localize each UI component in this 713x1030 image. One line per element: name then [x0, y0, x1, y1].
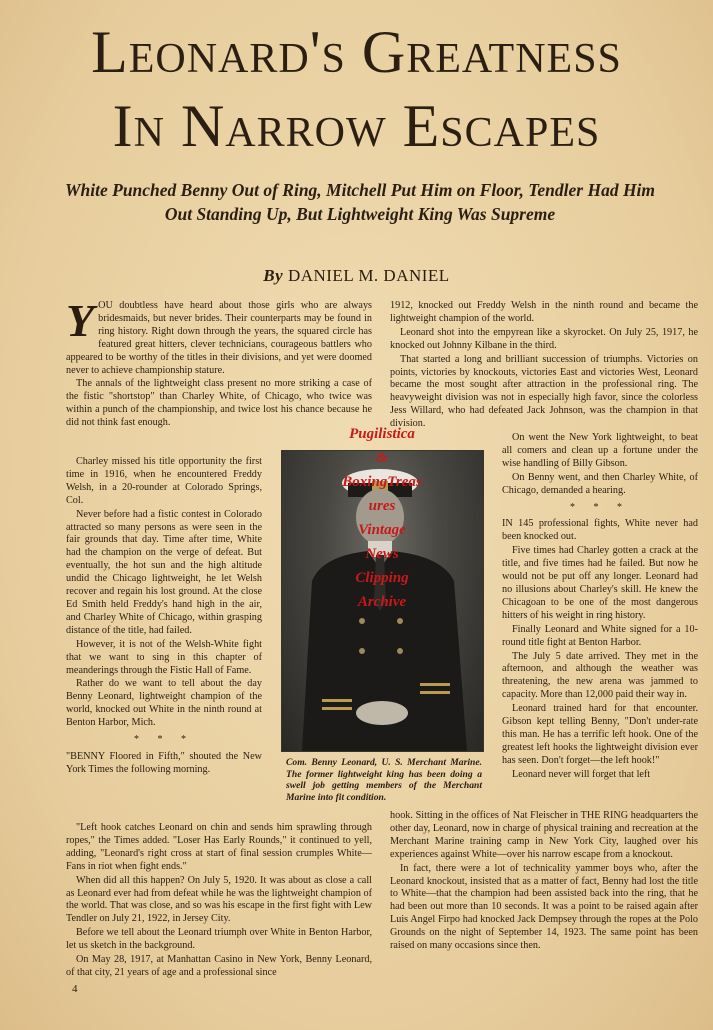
photo-caption: Com. Benny Leonard, U. S. Merchant Marine. The former lightweight king has been doing a swell job getting members of the Merchant Marine into fit condition. — [286, 757, 482, 803]
watermark-line: ures — [368, 498, 396, 514]
archive-watermark — [282, 422, 482, 614]
column-left-narrow — [66, 456, 262, 778]
watermark-line: Vintage — [358, 522, 406, 538]
opening-text: OU doubtless have heard about those girls who are always bridesmaids, but never brides. Their counterparts may be found in ring history. Right down through the years, the squared circle has featured great hitters, clever technicians, courageous battlers who appeared to be worthy of the titles in their divisions, and yet were doomed never to achieve championship stature. — [66, 300, 372, 376]
page-number: 4 — [72, 983, 78, 995]
paragraph: Leonard never will forget that left — [512, 768, 651, 780]
watermark-line: Clipping — [355, 570, 409, 586]
paragraph: When did all this happen? On July 5, 1920. It was about as close a call as Leonard ever had from defeat while he was the lightweight champion of the world. That was close, and so was his escape in the first fight with Lew Tendler on July 21, 1922, in Jersey City. — [66, 874, 372, 925]
column-left-bottom — [66, 822, 372, 981]
paragraph: Five times had Charley gotten a crack at the title, and five times had he failed. But now he would not be put off any longer. Leonard had no illusions about Charley's skill. He knew the Chicagoan to be one of the most dangerous hitters of his weight in ring history. — [502, 545, 698, 621]
paragraph: Leonard trained hard for that encounter. Gibson kept telling Benny, "Don't under-rate this man. He has a terrific left hook. One of the greatest left hooks the lightweight division ever has seen. Don't forget—the left hook!" — [502, 703, 698, 766]
watermark-line: BoxingTreas — [342, 474, 422, 490]
byline-author: DANIEL M. DANIEL — [287, 266, 450, 285]
column-right-bottom — [390, 810, 698, 954]
watermark-line: News — [365, 546, 399, 562]
paragraph: Leonard shot into the empyrean like a skyrocket. On July 25, 1917, he knocked out Johnny Kilbane in the third. — [390, 326, 698, 351]
byline-by: By — [263, 266, 284, 285]
watermark-line: Archive — [357, 594, 407, 610]
paragraph: However, it is not of the Welsh-White fight that we want to sing in this chapter of meanderings through the Fistic Hall of Fame. — [66, 638, 262, 676]
paragraph: The annals of the lightweight class present no more striking a case of the fistic "shortstop" than Charley White, of Chicago, who twice was within a punch of the championship, and twice lost his chance because he did not think fast enough. — [66, 378, 372, 429]
watermark-line: & — [376, 450, 388, 466]
quote-paragraph: "BENNY Floored in Fifth," shouted the New York Times the following morning. — [66, 750, 262, 775]
byline — [0, 266, 713, 286]
column-right-top — [390, 300, 698, 432]
paragraph: On Benny went, and then Charley White, of Chicago, demanded a hearing. — [502, 471, 698, 496]
watermark-line: Pugilistica — [349, 426, 415, 442]
paragraph: Charley missed his title opportunity the first time in 1916, when he encountered Freddy Welsh, in a 20-rounder at Colorado Springs, Col. — [66, 456, 262, 506]
paragraph: The July 5 date arrived. They met in the afternoon, and although the weather was threatening, the new arena was jammed to capacity. More than 12,000 paid their way in. — [502, 650, 698, 701]
column-right-narrow — [502, 432, 698, 783]
headline-line-2: In Narrow Escapes — [112, 93, 601, 159]
paragraph: Rather do we want to tell about the day Benny Leonard, lightweight champion of the world, knocked out White in the ninth round at Benton Harbor, Mich. — [66, 678, 262, 729]
paragraph: On May 28, 1917, at Manhattan Casino in New York, Benny Leonard, of that city, 21 years of age and a professional since — [66, 954, 372, 978]
section-break-stars: * * * — [570, 501, 630, 513]
paragraph: Never before had a fistic contest in Colorado attracted so many persons as were seen in the fair grounds that day. Time after time, White had the champion on the verge of defeat. But eventually, the hot sun and the high altitude undid the Chicago lightweight, he let Welsh recover and regain his lost ground. At the close Ed Smith held Freddy's hand high in the air, and Charley White of Chicago, within grasping distance of the title, had failed. — [66, 508, 262, 636]
paragraph: hook. Sitting in the offices of Nat Fleischer in THE RING headquarters the other day, Leonard, now in charge of physical training and recreation at the Merchant Marine training camp in New York City, laughed over his experiences against White—over his narrow escape from a knockout. — [390, 810, 698, 860]
paragraph: In fact, there were a lot of technicality yammer boys who, after the Leonard knockout, insisted that as a matter of fact, Benny had lost the title to White—that the champion had been assisted back into the ring, that he had been out more than 10 seconds. It was a point to be raised again after Luis Angel Firpo had knocked Jack Dempsey through the ropes at the Polo Grounds on the night of September 14, 1923. The same point has been raised on many occasions since then. — [390, 862, 698, 952]
paragraph: That started a long and brilliant succession of triumphs. Victories on points, victories by knockouts, victories East and victories West, Leonard became the most sought after attraction in the professional ring. The heavyweight division was not in especially high favor, since the colorless Jess Willard, who had defeated Jack Johnson, was the champion in that division. — [390, 353, 698, 430]
drop-cap: Y — [66, 295, 95, 346]
paragraph: Finally Leonard and White signed for a 10-round title fight at Benton Harbor. — [502, 623, 698, 648]
subheadline-deck: White Punched Benny Out of Ring, Mitchell Put Him on Floor, Tendler Had Him Out Standing Up, But Lightweight King Was Supreme — [64, 180, 656, 224]
headline-line-1: Leonard's Greatness — [91, 19, 622, 85]
section-break-stars: * * * — [134, 734, 194, 746]
paragraph: Before we tell about the Leonard triumph over White in Benton Harbor, let us sketch in the background. — [66, 927, 372, 952]
paragraph: On went the New York lightweight, to beat all comers and clean up a fortune under the wise handling of Billy Gibson. — [502, 432, 698, 469]
paragraph: 1912, knocked out Freddy Welsh in the ninth round and became the lightweight champion of the world. — [390, 300, 698, 324]
column-left-top — [66, 295, 372, 431]
paragraph: IN 145 professional fights, White never had been knocked out. — [502, 518, 698, 543]
opening-paragraph — [66, 295, 372, 377]
paragraph: "Left hook catches Leonard on chin and sends him sprawling through ropes," the Times added. "Loser Has Early Rounds," it continued to yell, adding, "Leonard's right cross at start of final session crumples White—Fans in riot when fight ends." — [66, 822, 372, 872]
